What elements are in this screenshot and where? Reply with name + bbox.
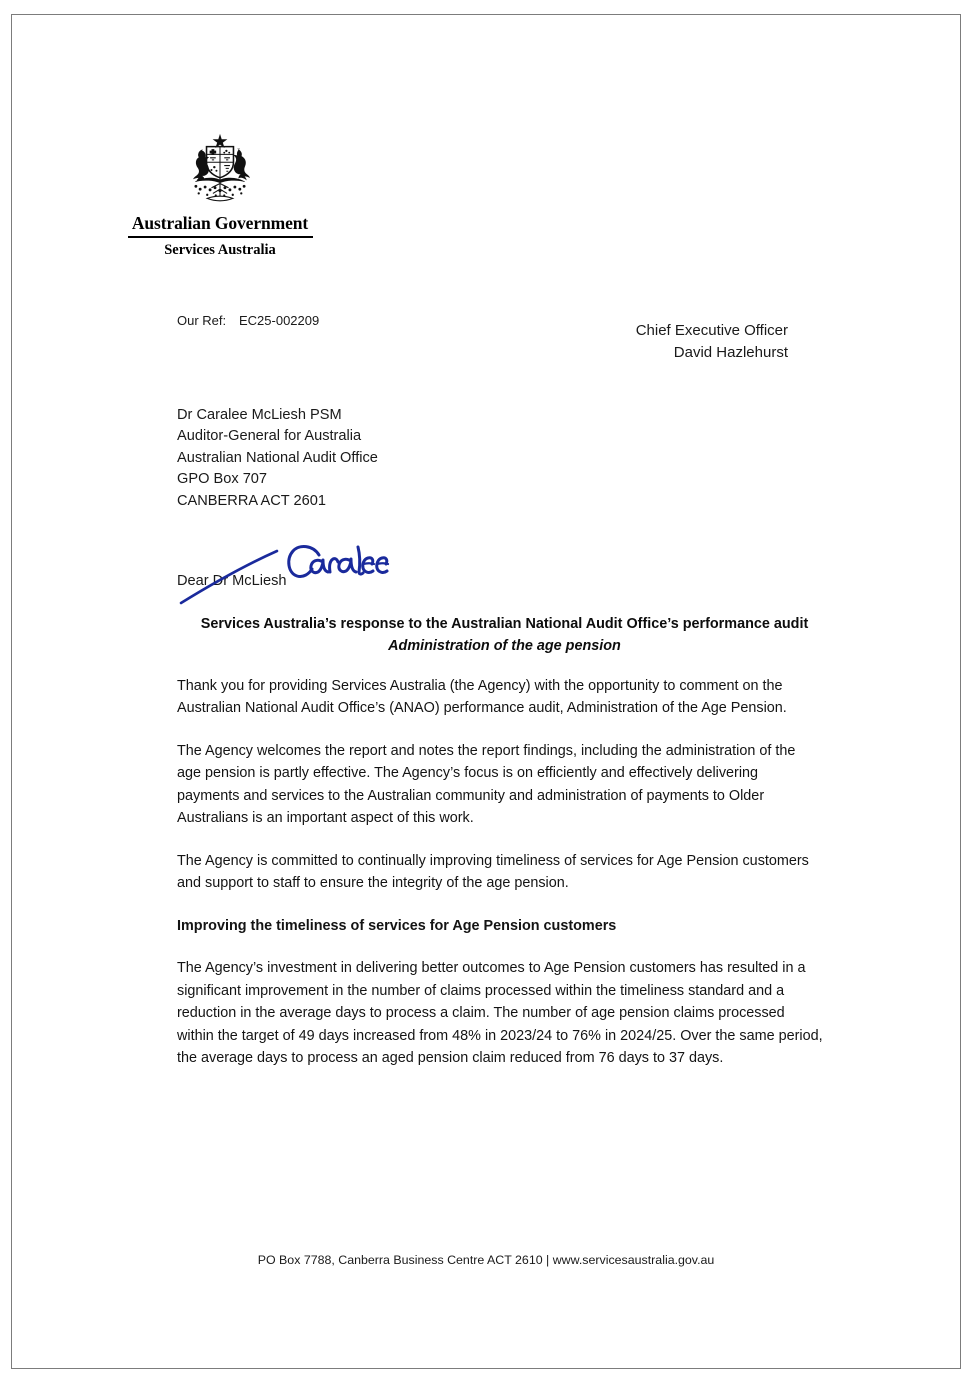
- handwritten-signature-annotation: [167, 533, 427, 608]
- recipient-address-block: [177, 405, 378, 512]
- address-line: GPO Box 707: [177, 471, 268, 488]
- page-footer: PO Box 7788, Canberra Business Centre ACT 2610 | www.servicesaustralia.gov.au: [257, 1253, 715, 1267]
- subject-title-line-1: Services Australia’s response to the Australian National Audit Office’s performance audit: [200, 616, 809, 632]
- reference-value: EC25-002209: [239, 313, 320, 328]
- reference-row: [177, 313, 319, 328]
- sender-block: [636, 320, 788, 364]
- sender-name: David Hazlehurst: [673, 344, 788, 362]
- department-name: Services Australia: [164, 241, 276, 258]
- salutation-area: [177, 535, 577, 605]
- body-paragraph: The Agency welcomes the report and notes the report findings, including the administration of the age pension is partly effective. The Agency’s focus is on efficiently and effectively delivering payments and services to the Australian community and administration of payments to Older Australians is an important aspect of this work.: [177, 742, 796, 827]
- letterhead-rule: [128, 236, 313, 238]
- salutation: Dear Dr McLiesh: [177, 573, 287, 589]
- address-line: Dr Caralee McLiesh PSM: [177, 407, 342, 423]
- letter-page: [11, 14, 961, 1369]
- reference-label: Our Ref:: [177, 313, 227, 328]
- body-paragraph: The Agency’s investment in delivering better outcomes to Age Pension customers has resulted in a significant improvement in the number of claims processed within the timeliness standard and a reduction in the average days to process a claim. The number of age pension claims processed within the target of 49 days increased from 48% in 2023/24 to 76% in 2024/25. Over the same period, the average days to process an aged pension claim reduced from 76 days to 37 days.: [177, 960, 823, 1067]
- body-paragraph: Thank you for providing Services Australia (the Agency) with the opportunity to comment on the Australian National Audit Office’s (ANAO) performance audit, Administration of the Age Pension.: [177, 678, 787, 717]
- subject-title-line-2: Administration of the age pension: [388, 638, 621, 655]
- government-name: Australian Government: [131, 213, 309, 233]
- address-line: Australian National Audit Office: [177, 449, 378, 466]
- letterhead: [120, 131, 320, 259]
- address-line: CANBERRA ACT 2601: [177, 492, 326, 509]
- australian-coat-of-arms-icon: [177, 131, 263, 209]
- subject-title: [177, 613, 832, 658]
- address-line: Auditor-General for Australia: [177, 428, 362, 445]
- body-paragraph: The Agency is committed to continually improving timeliness of services for Age Pension customers and support to staff to ensure the integrity of the age pension.: [177, 852, 809, 892]
- letter-body: [177, 675, 823, 1090]
- sender-title: Chief Executive Officer: [635, 322, 788, 339]
- body-subheading: Improving the timeliness of services for Age Pension customers: [177, 917, 617, 934]
